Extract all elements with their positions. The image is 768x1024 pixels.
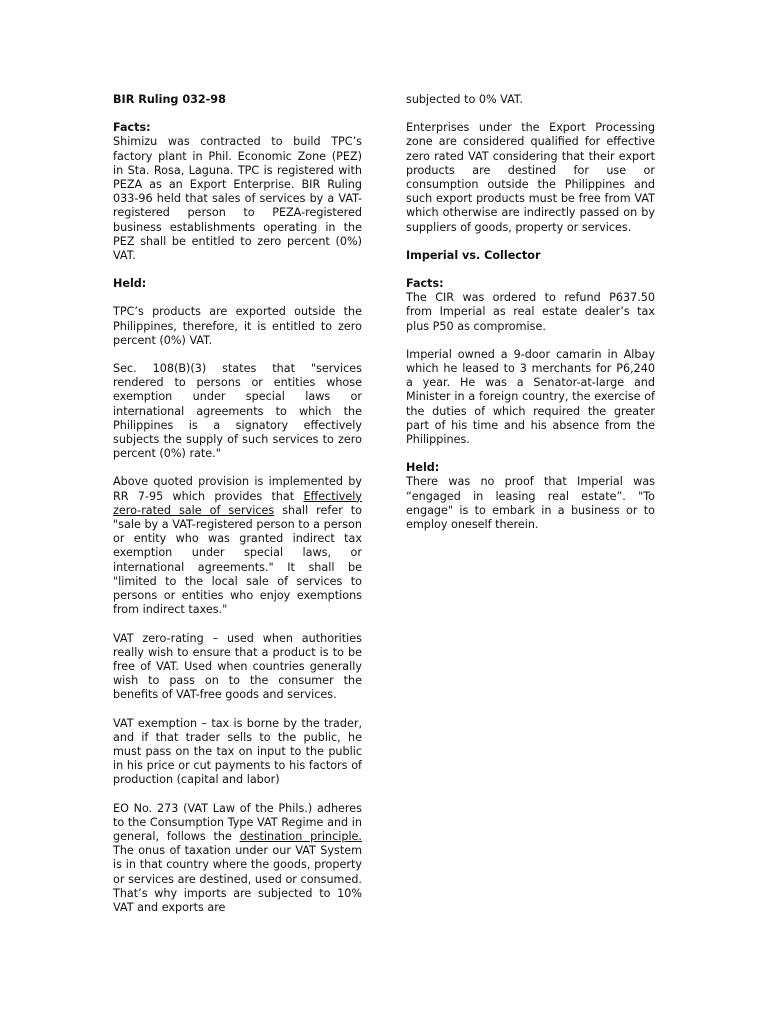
case-title: Imperial vs. Collector — [406, 248, 541, 262]
right-column — [406, 0, 655, 532]
destination-principle-term: destination principle. — [239, 829, 362, 843]
export-processing-paragraph: Enterprises under the Export Processing zone are considered qualified for effective zero rated VAT considering that their export products are destined for use or consumption outside the Philippines and such export products must be free from VAT which otherwise are indirectly passed on by suppliers of goods, property or services. — [406, 121, 655, 234]
zero-rating-paragraph: VAT zero-rating – used when authorities really wish to ensure that a product is to be free of VAT. Used when countries generally wish to pass on to the consumer the benefits of VAT-free goods and services. — [113, 631, 362, 702]
case-facts-paragraph-2: Imperial owned a 9-door camarin in Albay which he leased to 3 merchants for P6,240 a year. He was a Senator-at-large and Minister in a foreign country, the exercise of the duties of which required the greater part of his time and his absence from the Philippines. — [406, 347, 655, 447]
eo-273-text-b: The onus of taxation under our VAT System is in that country where the goods, property or services are destined, used or consumed. That’s why imports are subjected to 10% VAT and exports are — [113, 844, 362, 914]
rr-7-95-text-b: shall refer to "sale by a VAT-registered person to a person or entity who was granted indirect tax exemption under special laws, or international agreements." It shall be "limited to the local sale of services to persons or entities who enjoy exemptions from indirect taxes." — [113, 503, 362, 617]
case-facts-paragraph: The CIR was ordered to refund P637.50 from Imperial as real estate dealer’s tax plus P50 as compromise. — [406, 291, 655, 333]
sec-108-paragraph: Sec. 108(B)(3) states that "services rendered to persons or entities whose exemption under special laws or international agreements to which the Philippines is a signatory effectively subjects the supply of such services to zero percent (0%) rate." — [113, 362, 362, 461]
rr-7-95-text-a: Above quoted provision is implemented by RR 7-95 which provides that — [113, 475, 362, 503]
facts-heading: Facts: — [113, 121, 151, 135]
vat-exemption-paragraph: VAT exemption – tax is borne by the trader, and if that trader sells to the public, he must pass on the tax on input to the public in his price or cut payments to his factors of production (capital and labor) — [113, 716, 362, 787]
case-facts-heading: Facts: — [406, 277, 444, 291]
left-column — [113, 0, 362, 915]
eo-273-text-a: EO No. 273 (VAT Law of the Phils.) adheres to the Consumption Type VAT Regime and in general, follows the — [113, 801, 362, 843]
continuation-line: subjected to 0% VAT. — [406, 93, 523, 106]
eo-273-paragraph — [113, 802, 362, 916]
effectively-zero-rated-term: Effectively zero-rated sale of services — [113, 489, 362, 517]
held-paragraph: TPC’s products are exported outside the Philippines, therefore, it is entitled to zero percent (0%) VAT. — [113, 305, 362, 347]
rr-7-95-paragraph — [113, 475, 362, 617]
case-held-heading: Held: — [406, 461, 440, 475]
held-heading: Held: — [113, 277, 147, 291]
case-held-paragraph: There was no proof that Imperial was “engaged in leasing real estate”. "To engage" is to embark in a business or to employ oneself therein. — [406, 475, 655, 532]
facts-paragraph: Shimizu was contracted to build TPC’s factory plant in Phil. Economic Zone (PEZ) in Sta. Rosa, Laguna. TPC is registered with PEZA as an Export Enterprise. BIR Ruling 033-96 held that sales of services by a VAT-registered person to PEZA-registered business establishments operating in the PEZ shall be entitled to zero percent (0%) VAT. — [113, 135, 362, 263]
ruling-title: BIR Ruling 032-98 — [113, 93, 226, 106]
